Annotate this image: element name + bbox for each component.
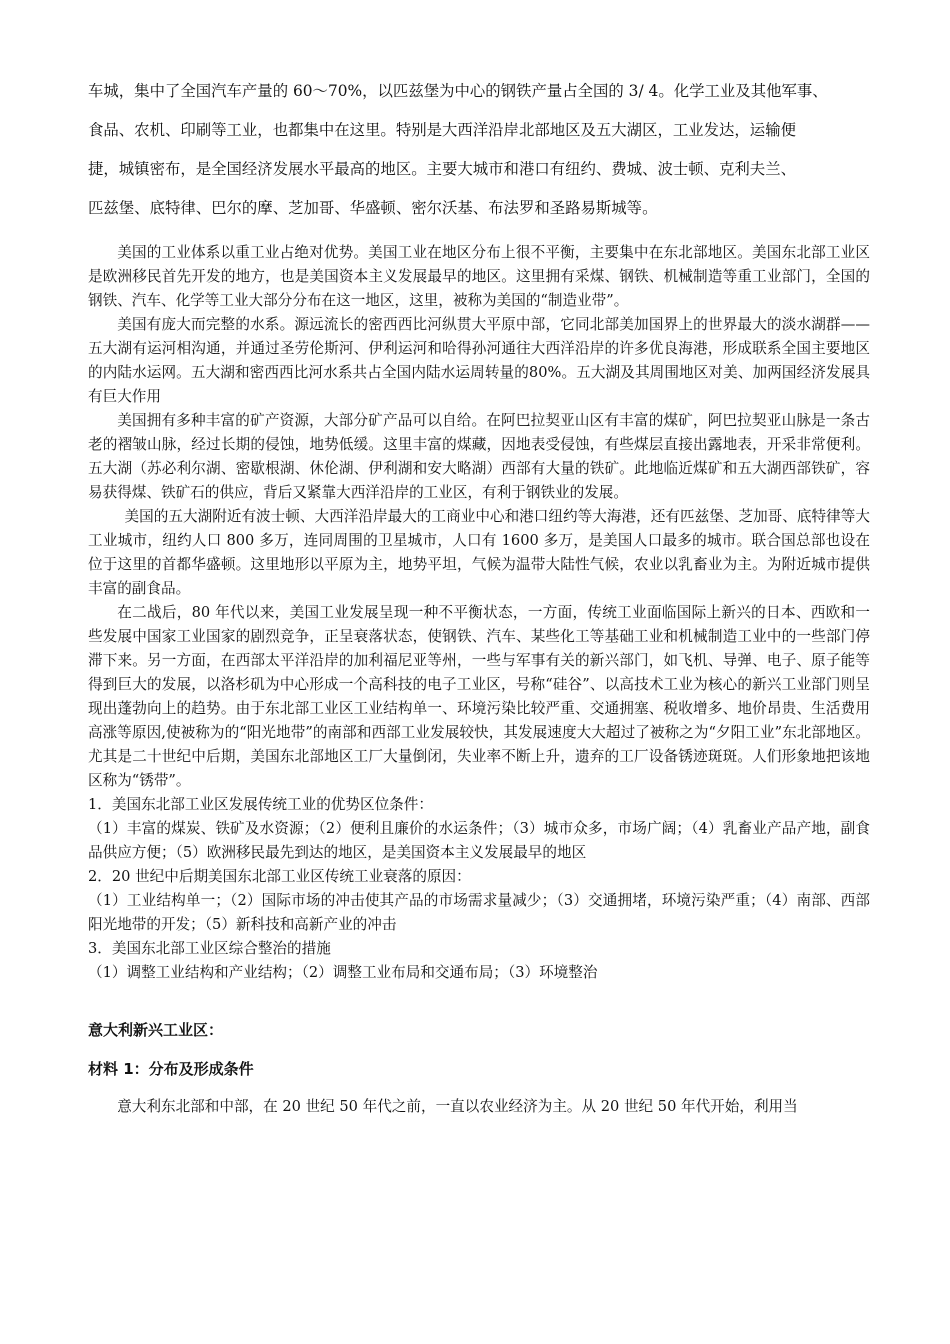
summary-item-3-title: 3．美国东北部工业区综合整治的措施 [88, 940, 331, 957]
intro-line-3: 捷，城镇密布，是全国经济发展水平最高的地区。主要大城市和港口有纽约、费城、波士顿、克利夫兰、 [88, 160, 796, 178]
intro-line-1: 车城，集中了全国汽车产量的 60～70%，以匹兹堡为中心的钢铁产量占全国的 3/ 4。化学工业及其他军事、 [88, 82, 828, 100]
intro-line-2: 食品、农机、印刷等工业，也都集中在这里。特别是大西洋沿岸北部地区及五大湖区，工业发达，运输便 [88, 121, 796, 139]
summary-item-1-title: 1．美国东北部工业区发展传统工业的优势区位条件： [88, 796, 433, 813]
paragraph-heavy-industry: 美国的工业体系以重工业占绝对优势。美国工业在地区分布上很不平衡，主要集中在东北部地区。美国东北部工业区是欧洲移民首先开发的地方，也是美国资本主义发展最早的地区。这里拥有采煤、钢铁、机械制造等重工业部门，全国的钢铁、汽车、化学等工业大部分分布在这一地区，这里，被称为美国的“制造业带”。 [88, 244, 870, 309]
paragraph-mineral-resources: 美国拥有多种丰富的矿产资源，大部分矿产品可以自给。在阿巴拉契亚山区有丰富的煤矿，阿巴拉契亚山脉是一条古老的褶皱山脉，经过长期的侵蚀，地势低缓。这里丰富的煤藏，因地表受侵蚀，有些煤层直接出露地表，开采非常便利。五大湖（苏必利尔湖、密歇根湖、休伦湖、伊利湖和安大略湖）西部有大量的铁矿。此地临近煤矿和五大湖西部铁矿，容易获得煤、铁矿石的供应，背后又紧靠大西洋沿岸的工业区，有利于钢铁业的发展。 [88, 412, 870, 501]
summary-item-2-title: 2．20 世纪中后期美国东北部工业区传统工业衰落的原因： [88, 868, 471, 885]
paragraph-postwar-development: 在二战后，80 年代以来，美国工业发展呈现一种不平衡状态，一方面，传统工业面临国际上新兴的日本、西欧和一些发展中国家工业国家的剧烈竞争，正呈衰落状态，使钢铁、汽车、某些化工等基础工业和机械制造工业中的一些部门停滞下来。另一方面，在西部太平洋沿岸的加利福尼亚等州，一些与军事有关的新兴部门，如飞机、导弹、电子、原子能等得到巨大的发展，以洛杉矶为中心形成一个高科技的电子工业区，号称“硅谷”、以高技术工业为核心的新兴工业部门则呈现出蓬勃向上的趋势。由于东北部工业区工业结构单一、环境污染比较严重、交通拥塞、税收增多、地价昂贵、生活费用高涨等原因,使被称为的“阳光地带”的南部和西部工业发展较快，其发展速度大大超过了被称之为“夕阳工业”东北部地区。尤其是二十世纪中后期，美国东北部地区工厂大量倒闭，失业率不断上升，遗弃的工厂设备锈迹斑斑。人们形象地把该地区称为“锈带”。 [88, 604, 870, 789]
summary-item-2-body: （1）工业结构单一；（2）国际市场的冲击使其产品的市场需求量减少；（3）交通拥堵，环境污染严重；（4）南部、西部阳光地带的开发；（5）新科技和高新产业的冲击 [88, 892, 870, 933]
document-page [88, 0, 870, 1120]
intro-line-4: 匹兹堡、底特律、巴尔的摩、芝加哥、华盛顿、密尔沃基、布法罗和圣路易斯城等。 [88, 199, 658, 217]
italy-section-heading: 意大利新兴工业区： [88, 1021, 224, 1039]
paragraph-water-system: 美国有庞大而完整的水系。源远流长的密西西比河纵贯大平原中部，它同北部美加国界上的世界最大的淡水湖群——五大湖有运河相沟通，并通过圣劳伦斯河、伊利运河和哈得孙河通往大西洋沿岸的许多优良海港，形成联系全国主要地区的内陆水运网。五大湖和密西西比河水系共占全国内陆水运周转量的80%。五大湖及其周围地区对美、加两国经济发展具有巨大作用 [88, 316, 870, 405]
italy-paragraph: 意大利东北部和中部，在 20 世纪 50 年代之前，一直以农业经济为主。从 20 世纪 50 年代开始，利用当 [117, 1098, 798, 1115]
paragraph-great-lakes-cities: 美国的五大湖附近有波士顿、大西洋沿岸最大的工商业中心和港口纽约等大海港，还有匹兹堡、芝加哥、底特律等大工业城市，纽约人口 800 多万，连同周围的卫星城市，人口有 1600 多万，是美国人口最多的城市。联合国总部也设在位于这里的首都华盛顿。这里地形以平原为主，地势平坦，气候为温带大陆性气候，农业以乳畜业为主。为附近城市提供丰富的副食品。 [88, 508, 870, 597]
italy-material-heading: 材料 1：分布及形成条件 [88, 1060, 254, 1078]
summary-item-1-body: （1）丰富的煤炭、铁矿及水资源；（2）便利且廉价的水运条件；（3）城市众多，市场广阔；（4）乳畜业产品产地，副食品供应方便；（5）欧洲移民最先到达的地区，是美国资本主义发展最早的地区 [88, 820, 870, 861]
summary-item-3-body: （1）调整工业结构和产业结构；（2）调整工业布局和交通布局；（3）环境整治 [88, 964, 598, 981]
